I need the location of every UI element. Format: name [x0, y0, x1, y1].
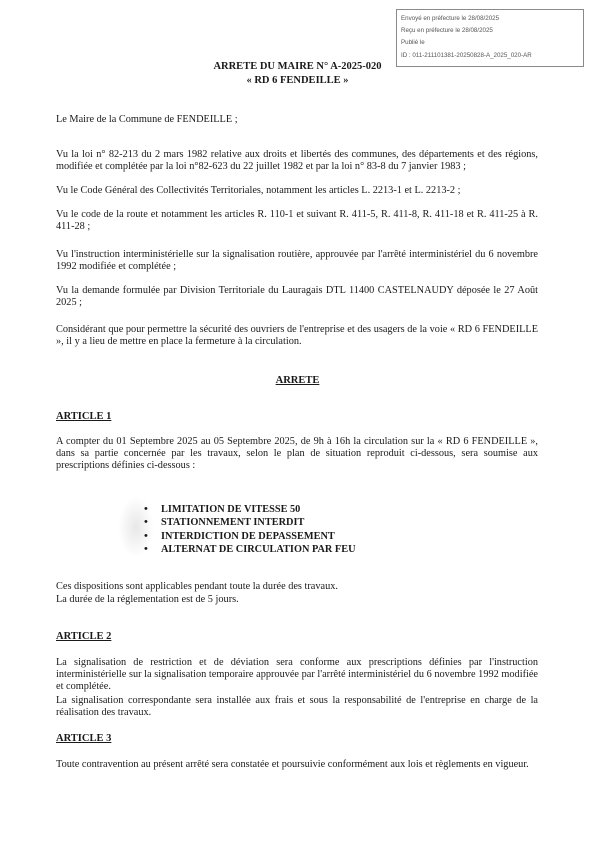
- preamble-vu-code-route: Vu le code de la route et notamment les articles R. 110-1 et suivant R. 411-5, R. 411-8, R. 411-18 et R. 411-25 à R. 411-28 ;: [56, 209, 538, 232]
- stamp-line-id: ID : 011-211101381-20250828-A_2025_020-AR: [401, 51, 532, 59]
- article-3-heading: ARTICLE 3: [56, 733, 112, 744]
- preamble-vu-instruction: Vu l'instruction interministérielle sur la signalisation routière, approuvée par l'arrêté interministériel du 6 novembre 1992 modifiée et complétée ;: [56, 249, 538, 272]
- document-title: ARRETE DU MAIRE N° A-2025-020: [213, 61, 382, 72]
- preamble-maire: Le Maire de la Commune de FENDEILLE ;: [56, 114, 238, 125]
- measure-no-overtaking: • INTERDICTION DE DEPASSEMENT: [144, 530, 356, 543]
- measure-no-parking: • STATIONNEMENT INTERDIT: [144, 516, 356, 529]
- article-2-paragraph-1: La signalisation de restriction et de déviation sera conforme aux prescriptions définies par l'instruction interministérielle sur la signalisation temporaire approuvée par l'arrêté interministériel du 6 novembre 1992 modifiée et complétée.: [56, 657, 538, 692]
- preamble-considerant: Considérant que pour permettre la sécurité des ouvriers de l'entreprise et des usagers de la voie « RD 6 FENDEILLE », il y a lieu de mettre en place la fermeture à la circulation.: [56, 324, 538, 347]
- prefecture-stamp: [396, 9, 584, 67]
- document-subtitle: « RD 6 FENDEILLE »: [246, 75, 349, 86]
- preamble-vu-cgct: Vu le Code Général des Collectivités Territoriales, notamment les articles L. 2213-1 et L. 2213-2 ;: [56, 185, 461, 196]
- stamp-line-publie: Publié le: [401, 39, 425, 47]
- article-2-heading: ARTICLE 2: [56, 631, 112, 642]
- article-1-intro: A compter du 01 Septembre 2025 au 05 Septembre 2025, de 9h à 16h la circulation sur la « RD 6 FENDEILLE », dans sa partie concernée par les travaux, selon le plan de situation reproduit ci-dessous, sera soumise aux prescriptions définies ci-dessous :: [56, 436, 538, 471]
- article-1-outro-duration: Ces dispositions sont applicables pendant toute la durée des travaux.: [56, 581, 338, 592]
- preamble-vu-demande: Vu la demande formulée par Division Territoriale du Lauragais DTL 11400 CASTELNAUDY déposée le 27 Août 2025 ;: [56, 285, 538, 308]
- article-3-paragraph-1: Toute contravention au présent arrêté sera constatée et poursuivie conformément aux lois et règlements en vigueur.: [56, 759, 529, 770]
- measure-speed-limit: • LIMITATION DE VITESSE 50: [144, 503, 356, 516]
- stamp-line-recu: Reçu en préfecture le 28/08/2025: [401, 27, 493, 35]
- article-1-heading: ARTICLE 1: [56, 411, 112, 422]
- stamp-line-envoye: Envoyé en préfecture le 28/08/2025: [401, 15, 500, 22]
- article-2-paragraph-2: La signalisation correspondante sera installée aux frais et sous la responsabilité de l'entreprise en charge de la réalisation des travaux.: [56, 695, 538, 718]
- measure-traffic-lights: • ALTERNAT DE CIRCULATION PAR FEU: [144, 543, 356, 556]
- measures-list: [144, 503, 356, 556]
- preamble-vu-loi-82-213: Vu la loi n° 82-213 du 2 mars 1982 relative aux droits et libertés des communes, des départements et des régions, modifiée et complétée par la loi n°82-623 du 22 juillet 1982 et par la loi n° 83-8 du 7 janvier 1983 ;: [56, 149, 538, 172]
- article-1-outro-days: La durée de la réglementation est de 5 jours.: [56, 594, 239, 605]
- arrete-heading: ARRETE: [275, 375, 320, 386]
